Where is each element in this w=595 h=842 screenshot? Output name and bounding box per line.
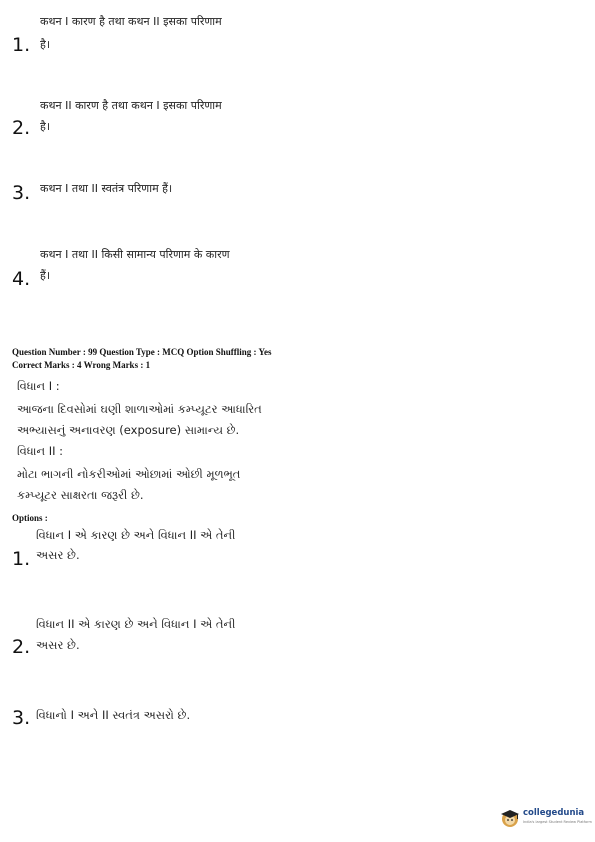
option-2-line2: અસર છે. [36,638,80,652]
prev-option-4-line1: कथन I तथा II किसी सामान्य परिणाम के कारण [40,248,230,261]
prev-option-2-line2: है। [40,120,51,133]
option-1-line1: વિધાન I એ કારણ છે અને વિધાન II એ તેની [36,528,236,542]
option-2-number: 2. [12,636,31,658]
prev-option-2-number: 2. [12,117,31,139]
option-3-line1: વિધાનો I અને II સ્વતંત્ર અસરો છે. [36,708,191,722]
statement-1-label: વિધાન I : [17,379,60,393]
options-label: Options : [12,513,48,523]
question-meta-line2: Correct Marks : 4 Wrong Marks : 1 [12,360,151,370]
option-3-number: 3. [12,707,31,729]
statement-1-line2: અભ્યાસનું અનાવરણ (exposure) સામાન્ય છે. [17,423,240,437]
logo-tagline: India's largest Student Review Platform [523,820,592,824]
prev-option-4-number: 4. [12,268,31,290]
option-2-line1: વિધાન II એ કારણ છે અને વિધાન I એ તેની [36,617,236,631]
logo-wordmark: collegedunia [523,808,585,818]
statement-2-line2: કમ્પ્યૂટર સાક્ષરતા જરૂરી છે. [17,488,144,502]
prev-option-4-line2: हैं। [40,269,51,282]
statement-2-label: વિધાન II : [17,444,64,458]
question-meta-line1: Question Number : 99 Question Type : MCQ Option Shuffling : Yes [12,347,272,357]
prev-option-1-line2: है। [40,38,51,51]
graduate-mascot-icon [499,807,521,829]
prev-option-3-number: 3. [12,182,31,204]
statement-2-line1: મોટા ભાગની નોકરીઓમાં ઓછામાં ઓછી મૂળભૂત [17,467,241,481]
prev-option-1-number: 1. [12,34,31,56]
option-1-line2: અસર છે. [36,548,80,562]
prev-option-3-line1: कथन I तथा II स्वतंत्र परिणाम हैं। [40,182,173,195]
prev-option-1-line1: कथन I कारण है तथा कथन II इसका परिणाम [40,15,222,28]
option-1-number: 1. [12,548,31,570]
collegedunia-logo [499,805,592,833]
statement-1-line1: આજના દિવસોમાં ઘણી શાળાઓમાં કમ્પ્યૂટર આધારિત [17,402,262,416]
prev-option-2-line1: कथन II कारण है तथा कथन I इसका परिणाम [40,99,222,112]
